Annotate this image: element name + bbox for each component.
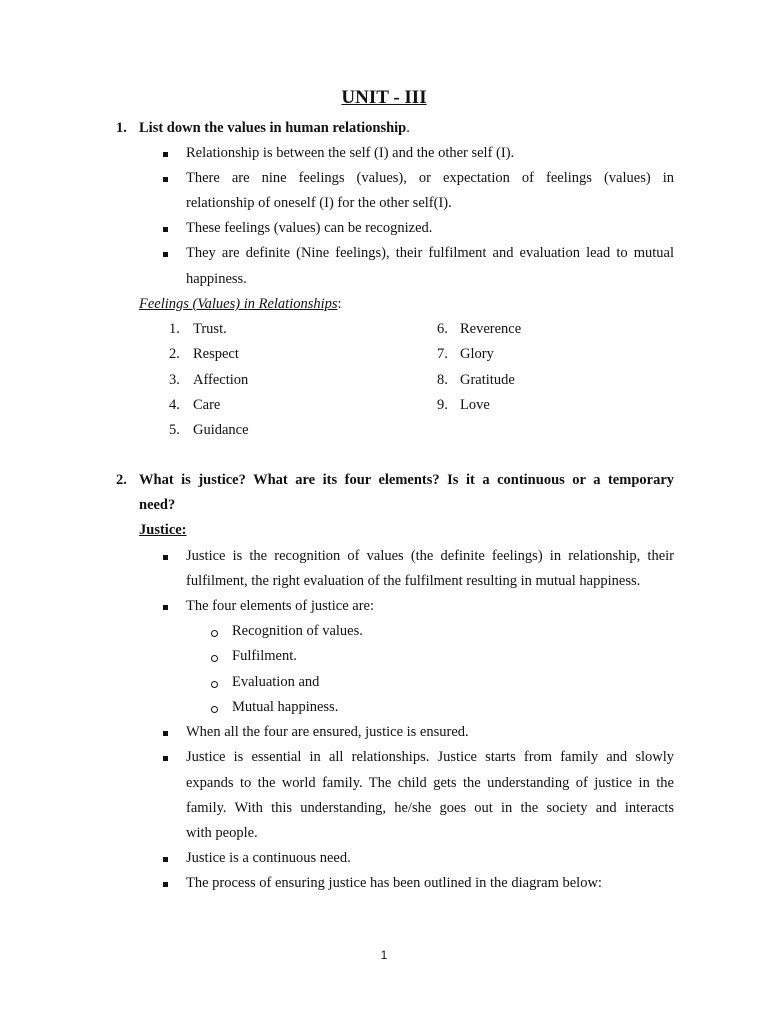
feeling-num: 7. bbox=[437, 346, 448, 362]
q2-bullet-3: When all the four are ensured, justice is ensured. bbox=[186, 724, 469, 740]
q1-bullet-3: These feelings (values) can be recognized. bbox=[186, 220, 433, 236]
q2-bullet-6: The process of ensuring justice has been outlined in the diagram below: bbox=[186, 875, 602, 891]
q2-bullet-4-line-2: expands to the world family. The child gets the understanding of justice in the bbox=[186, 775, 674, 791]
justice-element: Recognition of values. bbox=[232, 623, 363, 639]
q1-bullet-2-line-1: There are nine feelings (values), or expectation of feelings (values) in bbox=[186, 170, 674, 186]
feeling-item: Affection bbox=[193, 372, 249, 388]
circle-bullet-icon bbox=[211, 655, 218, 662]
question-2-line-1: What is justice? What are its four elements? Is it a continuous or a temporary bbox=[139, 472, 674, 488]
feeling-num: 1. bbox=[169, 321, 180, 337]
feeling-item: Gratitude bbox=[460, 372, 515, 388]
question-1-text: List down the values in human relationship bbox=[139, 120, 407, 136]
q1-bullet-1: Relationship is between the self (I) and the other self (I). bbox=[186, 145, 515, 161]
q1-bullet-4-line-1: They are definite (Nine feelings), their fulfilment and evaluation lead to mutual bbox=[186, 245, 674, 261]
q2-bullet-5: Justice is a continuous need. bbox=[186, 850, 351, 866]
feeling-item: Respect bbox=[193, 346, 239, 362]
question-1-period: . bbox=[406, 120, 410, 136]
bullet-icon bbox=[163, 555, 168, 560]
circle-bullet-icon bbox=[211, 630, 218, 637]
feeling-num: 2. bbox=[169, 346, 180, 362]
feelings-heading bbox=[139, 296, 342, 313]
feeling-item: Glory bbox=[460, 346, 494, 362]
feeling-num: 3. bbox=[169, 372, 180, 388]
bullet-icon bbox=[163, 252, 168, 257]
feeling-num: 8. bbox=[437, 372, 448, 388]
bullet-icon bbox=[163, 756, 168, 761]
question-2-number: 2. bbox=[116, 472, 127, 488]
feeling-item: Guidance bbox=[193, 422, 249, 438]
bullet-icon bbox=[163, 731, 168, 736]
bullet-icon bbox=[163, 605, 168, 610]
justice-element: Evaluation and bbox=[232, 674, 320, 690]
q2-bullet-4-line-4: with people. bbox=[186, 825, 258, 841]
circle-bullet-icon bbox=[211, 706, 218, 713]
question-1-number: 1. bbox=[116, 120, 127, 136]
q2-bullet-1-line-2: fulfilment, the right evaluation of the fulfilment resulting in mutual happiness. bbox=[186, 573, 641, 589]
circle-bullet-icon bbox=[211, 681, 218, 688]
bullet-icon bbox=[163, 882, 168, 887]
feeling-item: Love bbox=[460, 397, 490, 413]
q1-bullet-4-line-2: happiness. bbox=[186, 271, 247, 287]
bullet-icon bbox=[163, 152, 168, 157]
feeling-item: Trust. bbox=[193, 321, 227, 337]
q2-bullet-2: The four elements of justice are: bbox=[186, 598, 375, 614]
q2-bullet-4-line-3: family. With this understanding, he/she goes out in the society and interacts bbox=[186, 800, 674, 816]
feelings-heading-text: Feelings (Values) in Relationships bbox=[139, 296, 338, 312]
bullet-icon bbox=[163, 227, 168, 232]
justice-element: Fulfilment. bbox=[232, 648, 297, 664]
question-1 bbox=[139, 120, 410, 137]
feeling-item: Reverence bbox=[460, 321, 522, 337]
bullet-icon bbox=[163, 857, 168, 862]
feeling-item: Care bbox=[193, 397, 221, 413]
page-title: UNIT - III bbox=[341, 87, 427, 108]
q2-bullet-4-line-1: Justice is essential in all relationships. Justice starts from family and slowly bbox=[186, 749, 674, 765]
q1-bullet-2-line-2: relationship of oneself (I) for the other self(I). bbox=[186, 195, 452, 211]
page-number: 1 bbox=[380, 948, 388, 962]
question-2-line-2: need? bbox=[139, 497, 176, 513]
feeling-num: 9. bbox=[437, 397, 448, 413]
bullet-icon bbox=[163, 177, 168, 182]
feelings-heading-colon: : bbox=[337, 296, 342, 312]
q2-bullet-1-line-1: Justice is the recognition of values (the definite feelings) in relationship, their bbox=[186, 548, 674, 564]
feeling-num: 6. bbox=[437, 321, 448, 337]
feeling-num: 5. bbox=[169, 422, 180, 438]
justice-heading: Justice: bbox=[139, 522, 187, 538]
feeling-num: 4. bbox=[169, 397, 180, 413]
justice-element: Mutual happiness. bbox=[232, 699, 339, 715]
